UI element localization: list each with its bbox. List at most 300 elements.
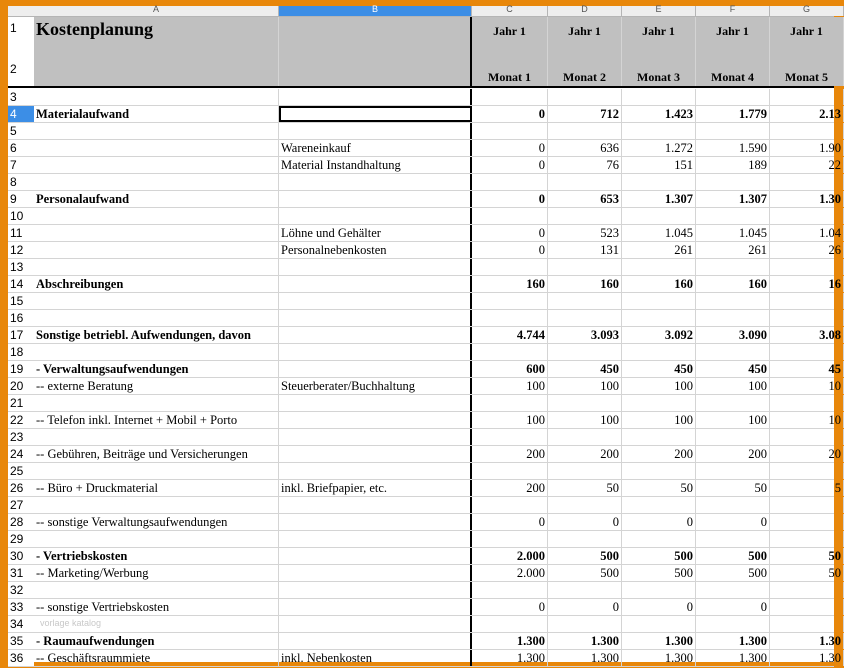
- cell-detail[interactable]: Material Instandhaltung: [279, 157, 472, 173]
- row-number[interactable]: 20: [8, 378, 34, 394]
- cell-value-month-2[interactable]: 1.300: [548, 650, 622, 666]
- cell-value-month-4[interactable]: [696, 123, 770, 139]
- cell-value-month-1[interactable]: [472, 616, 548, 632]
- row-number[interactable]: 33: [8, 599, 34, 615]
- cell-value-month-4[interactable]: 1.300: [696, 650, 770, 666]
- cell-category[interactable]: [34, 429, 279, 445]
- cell-value-month-5[interactable]: 1.30: [770, 633, 844, 649]
- cell-detail[interactable]: [279, 310, 472, 326]
- cell-detail[interactable]: [279, 123, 472, 139]
- row-number[interactable]: 18: [8, 344, 34, 360]
- cell-value-month-2[interactable]: [548, 531, 622, 547]
- cell-value-month-4[interactable]: 0: [696, 599, 770, 615]
- cell-value-month-5[interactable]: [770, 429, 844, 445]
- cell-category[interactable]: Personalaufwand: [34, 191, 279, 207]
- cell-value-month-5[interactable]: 5: [770, 480, 844, 496]
- cell-category[interactable]: [34, 157, 279, 173]
- cell-value-month-1[interactable]: 2.000: [472, 548, 548, 564]
- cell-value-month-3[interactable]: 0: [622, 514, 696, 530]
- cell-value-month-3[interactable]: 500: [622, 565, 696, 581]
- cell-category[interactable]: - Vertriebskosten: [34, 548, 279, 564]
- cell-category[interactable]: [34, 242, 279, 258]
- cell-value-month-5[interactable]: 50: [770, 548, 844, 564]
- cell-value-month-1[interactable]: 1.300: [472, 650, 548, 666]
- cell-value-month-1[interactable]: 0: [472, 106, 548, 122]
- cell-value-month-4[interactable]: 1.590: [696, 140, 770, 156]
- cell-value-month-1[interactable]: 100: [472, 378, 548, 394]
- cell-value-month-2[interactable]: 1.300: [548, 633, 622, 649]
- cell-detail[interactable]: [279, 497, 472, 513]
- cell-detail[interactable]: Personalnebenkosten: [279, 242, 472, 258]
- cell-value-month-5[interactable]: [770, 497, 844, 513]
- month-label: Monat 1: [488, 70, 531, 84]
- cell-detail[interactable]: [279, 327, 472, 343]
- cell-value-month-1[interactable]: [472, 463, 548, 479]
- column-header-g[interactable]: G: [770, 6, 844, 16]
- cell-value-month-3[interactable]: 1.300: [622, 650, 696, 666]
- cell-value-month-3[interactable]: [622, 497, 696, 513]
- row-number[interactable]: 15: [8, 293, 34, 309]
- cell-value-month-5[interactable]: [770, 310, 844, 326]
- cell-value-month-3[interactable]: 450: [622, 361, 696, 377]
- cell-value-month-1[interactable]: [472, 174, 548, 190]
- cell-detail[interactable]: [279, 344, 472, 360]
- cell-category[interactable]: [34, 89, 279, 105]
- row-number[interactable]: 7: [8, 157, 34, 173]
- cell-value-month-5[interactable]: 1.30: [770, 191, 844, 207]
- table-row: [8, 191, 841, 208]
- table-row: [8, 378, 841, 395]
- cell-value-month-3[interactable]: [622, 582, 696, 598]
- cell-value-month-1[interactable]: 1.300: [472, 633, 548, 649]
- cell-value-month-3[interactable]: 0: [622, 599, 696, 615]
- cell-value-month-5[interactable]: [770, 293, 844, 309]
- year-label: Jahr 1: [493, 24, 526, 38]
- cell-value-month-2[interactable]: [548, 89, 622, 105]
- cell-value-month-2[interactable]: [548, 174, 622, 190]
- cell-value-month-4[interactable]: 100: [696, 412, 770, 428]
- cell-detail[interactable]: inkl. Briefpapier, etc.: [279, 480, 472, 496]
- row-number[interactable]: 22: [8, 412, 34, 428]
- cell-value-month-5[interactable]: 1.04: [770, 225, 844, 241]
- cell-detail[interactable]: [279, 259, 472, 275]
- cell-value-month-3[interactable]: [622, 616, 696, 632]
- row-number[interactable]: 3: [8, 89, 34, 105]
- cell-value-month-2[interactable]: 653: [548, 191, 622, 207]
- cell-value-month-3[interactable]: [622, 531, 696, 547]
- cell-value-month-3[interactable]: [622, 463, 696, 479]
- cell-value-month-4[interactable]: [696, 293, 770, 309]
- cell-category[interactable]: -- Geschäftsraummiete: [34, 650, 279, 666]
- cell-category[interactable]: [34, 225, 279, 241]
- cell-value-month-5[interactable]: 10: [770, 378, 844, 394]
- cell-detail[interactable]: [279, 412, 472, 428]
- cell-value-month-1[interactable]: [472, 429, 548, 445]
- cell-value-month-3[interactable]: [622, 123, 696, 139]
- cell-detail[interactable]: [279, 276, 472, 292]
- cell-category[interactable]: [34, 259, 279, 275]
- cell-value-month-4[interactable]: [696, 531, 770, 547]
- cell-value-month-2[interactable]: [548, 344, 622, 360]
- cell-value-month-4[interactable]: [696, 259, 770, 275]
- column-header-a[interactable]: A: [34, 6, 279, 16]
- cell-value-month-2[interactable]: 50: [548, 480, 622, 496]
- cell-value-month-4[interactable]: [696, 463, 770, 479]
- cell-detail[interactable]: [279, 514, 472, 530]
- cell-value-month-1[interactable]: [472, 89, 548, 105]
- cell-value-month-2[interactable]: 500: [548, 565, 622, 581]
- cell-detail[interactable]: [279, 531, 472, 547]
- cell-value-month-2[interactable]: [548, 497, 622, 513]
- cell-category[interactable]: [34, 140, 279, 156]
- row-number[interactable]: 17: [8, 327, 34, 343]
- table-row: [8, 259, 834, 276]
- cell-value-month-3[interactable]: 1.272: [622, 140, 696, 156]
- cell-value-month-1[interactable]: [472, 293, 548, 309]
- cell-value-month-4[interactable]: 1.300: [696, 633, 770, 649]
- cell-value-month-1[interactable]: [472, 497, 548, 513]
- cell-value-month-3[interactable]: [622, 344, 696, 360]
- cell-value-month-5[interactable]: [770, 395, 844, 411]
- cell-value-month-4[interactable]: 450: [696, 361, 770, 377]
- cell-value-month-4[interactable]: 1.307: [696, 191, 770, 207]
- cell-category[interactable]: - Raumaufwendungen: [34, 633, 279, 649]
- cell-value-month-4[interactable]: [696, 497, 770, 513]
- cell-category[interactable]: [34, 582, 279, 598]
- cell-value-month-4[interactable]: [696, 344, 770, 360]
- cell-value-month-3[interactable]: 200: [622, 446, 696, 462]
- cell-value-month-1[interactable]: 0: [472, 225, 548, 241]
- cell-value-month-2[interactable]: [548, 259, 622, 275]
- cell-value-month-2[interactable]: 636: [548, 140, 622, 156]
- cell-value-month-2[interactable]: [548, 429, 622, 445]
- row-number[interactable]: 8: [8, 174, 34, 190]
- cell-value-month-4[interactable]: [696, 310, 770, 326]
- cell-value-month-2[interactable]: [548, 293, 622, 309]
- row-number[interactable]: 32: [8, 582, 34, 598]
- cell-value-month-5[interactable]: [770, 208, 844, 224]
- cell-category[interactable]: Materialaufwand: [34, 106, 279, 122]
- cell-value-month-1[interactable]: 2.000: [472, 565, 548, 581]
- table-row: [8, 106, 841, 123]
- cell-value-month-2[interactable]: [548, 208, 622, 224]
- cell-value-month-5[interactable]: [770, 514, 844, 530]
- cell-detail[interactable]: [279, 191, 472, 207]
- header-cell-b[interactable]: [279, 17, 472, 86]
- cell-value-month-4[interactable]: 500: [696, 565, 770, 581]
- row-number[interactable]: 21: [8, 395, 34, 411]
- row-number[interactable]: 5: [8, 123, 34, 139]
- row-number[interactable]: 24: [8, 446, 34, 462]
- row-number[interactable]: 26: [8, 480, 34, 496]
- cell-category[interactable]: [34, 344, 279, 360]
- cell-value-month-3[interactable]: [622, 174, 696, 190]
- cell-value-month-5[interactable]: 16: [770, 276, 844, 292]
- cell-value-month-5[interactable]: [770, 616, 844, 632]
- cell-value-month-4[interactable]: [696, 89, 770, 105]
- row-number[interactable]: 10: [8, 208, 34, 224]
- cell-value-month-3[interactable]: [622, 208, 696, 224]
- cell-value-month-2[interactable]: [548, 310, 622, 326]
- cell-value-month-5[interactable]: [770, 89, 844, 105]
- cell-value-month-4[interactable]: [696, 582, 770, 598]
- row-number[interactable]: 9: [8, 191, 34, 207]
- cell-value-month-3[interactable]: [622, 259, 696, 275]
- cell-value-month-1[interactable]: 0: [472, 157, 548, 173]
- cell-value-month-4[interactable]: 160: [696, 276, 770, 292]
- row-number-1-2[interactable]: 1 2: [8, 17, 34, 86]
- table-row: [8, 225, 841, 242]
- month-label: Monat 3: [637, 70, 680, 84]
- row-number[interactable]: 27: [8, 497, 34, 513]
- cell-value-month-3[interactable]: 100: [622, 412, 696, 428]
- cell-value-month-4[interactable]: 100: [696, 378, 770, 394]
- cell-value-month-5[interactable]: [770, 599, 844, 615]
- header-month-3[interactable]: [622, 17, 696, 86]
- cell-value-month-5[interactable]: [770, 123, 844, 139]
- cell-value-month-4[interactable]: [696, 429, 770, 445]
- cell-value-month-5[interactable]: 45: [770, 361, 844, 377]
- cell-category[interactable]: Sonstige betriebl. Aufwendungen, davon: [34, 327, 279, 343]
- cell-category[interactable]: [34, 208, 279, 224]
- cell-value-month-5[interactable]: [770, 531, 844, 547]
- cell-detail[interactable]: Steuerberater/Buchhaltung: [279, 378, 472, 394]
- cell-value-month-2[interactable]: 160: [548, 276, 622, 292]
- cell-value-month-2[interactable]: 200: [548, 446, 622, 462]
- column-header-b[interactable]: B: [279, 6, 472, 16]
- cell-value-month-2[interactable]: 100: [548, 412, 622, 428]
- cell-category[interactable]: Abschreibungen: [34, 276, 279, 292]
- cell-detail[interactable]: [279, 395, 472, 411]
- cell-value-month-5[interactable]: [770, 259, 844, 275]
- cell-category[interactable]: -- externe Beratung: [34, 378, 279, 394]
- cell-value-month-3[interactable]: 160: [622, 276, 696, 292]
- cell-category[interactable]: [34, 463, 279, 479]
- cell-category[interactable]: -- Büro + Druckmaterial: [34, 480, 279, 496]
- cell-value-month-4[interactable]: 1.779: [696, 106, 770, 122]
- cell-detail[interactable]: [279, 582, 472, 598]
- cell-value-month-5[interactable]: 50: [770, 565, 844, 581]
- cell-value-month-2[interactable]: 523: [548, 225, 622, 241]
- cell-value-month-4[interactable]: 3.090: [696, 327, 770, 343]
- cell-value-month-5[interactable]: [770, 174, 844, 190]
- row-number[interactable]: 34: [8, 616, 34, 632]
- cell-value-month-4[interactable]: [696, 616, 770, 632]
- column-header-d[interactable]: D: [548, 6, 622, 16]
- page-title[interactable]: Kostenplanung: [34, 17, 279, 86]
- cell-value-month-3[interactable]: [622, 395, 696, 411]
- cell-value-month-4[interactable]: [696, 174, 770, 190]
- cell-value-month-5[interactable]: 26: [770, 242, 844, 258]
- cell-value-month-2[interactable]: 500: [548, 548, 622, 564]
- cell-detail[interactable]: [279, 361, 472, 377]
- cell-value-month-2[interactable]: 3.093: [548, 327, 622, 343]
- cell-category[interactable]: [34, 531, 279, 547]
- cell-value-month-3[interactable]: 3.092: [622, 327, 696, 343]
- cell-value-month-4[interactable]: 50: [696, 480, 770, 496]
- cell-category[interactable]: - Verwaltungsaufwendungen: [34, 361, 279, 377]
- cell-value-month-1[interactable]: 0: [472, 514, 548, 530]
- cell-value-month-5[interactable]: 20: [770, 446, 844, 462]
- cell-value-month-1[interactable]: 200: [472, 480, 548, 496]
- cell-value-month-5[interactable]: 2.13: [770, 106, 844, 122]
- cell-value-month-2[interactable]: 0: [548, 599, 622, 615]
- cell-category[interactable]: [34, 174, 279, 190]
- cell-value-month-4[interactable]: 500: [696, 548, 770, 564]
- cell-value-month-1[interactable]: [472, 123, 548, 139]
- cell-value-month-3[interactable]: 261: [622, 242, 696, 258]
- cell-detail[interactable]: [279, 463, 472, 479]
- cell-value-month-3[interactable]: [622, 310, 696, 326]
- cell-value-month-1[interactable]: 0: [472, 191, 548, 207]
- cell-value-month-5[interactable]: [770, 344, 844, 360]
- row-number[interactable]: 6: [8, 140, 34, 156]
- cell-value-month-5[interactable]: 1.30: [770, 650, 844, 666]
- cell-detail[interactable]: [279, 174, 472, 190]
- cell-value-month-3[interactable]: [622, 89, 696, 105]
- cell-value-month-5[interactable]: 22: [770, 157, 844, 173]
- cell-detail[interactable]: [279, 616, 472, 632]
- cell-value-month-2[interactable]: [548, 463, 622, 479]
- cell-value-month-1[interactable]: [472, 395, 548, 411]
- cell-value-month-1[interactable]: 0: [472, 140, 548, 156]
- row-number[interactable]: 35: [8, 633, 34, 649]
- cell-value-month-5[interactable]: 1.90: [770, 140, 844, 156]
- cell-value-month-1[interactable]: [472, 344, 548, 360]
- cell-value-month-1[interactable]: [472, 208, 548, 224]
- column-header-f[interactable]: F: [696, 6, 770, 16]
- cell-value-month-4[interactable]: [696, 395, 770, 411]
- table-row: [8, 412, 841, 429]
- row-number[interactable]: 36: [8, 650, 34, 666]
- row-number[interactable]: 16: [8, 310, 34, 326]
- cell-category[interactable]: [34, 123, 279, 139]
- cell-detail[interactable]: inkl. Nebenkosten: [279, 650, 472, 666]
- cell-detail[interactable]: [279, 89, 472, 105]
- cell-detail[interactable]: Wareneinkauf: [279, 140, 472, 156]
- header-month-4[interactable]: [696, 17, 770, 86]
- cell-category[interactable]: -- Marketing/Werbung: [34, 565, 279, 581]
- cell-category[interactable]: [34, 310, 279, 326]
- cell-category[interactable]: -- Telefon inkl. Internet + Mobil + Porto: [34, 412, 279, 428]
- cell-category[interactable]: [34, 395, 279, 411]
- cell-value-month-4[interactable]: 189: [696, 157, 770, 173]
- cell-detail[interactable]: Löhne und Gehälter: [279, 225, 472, 241]
- cell-value-month-4[interactable]: 0: [696, 514, 770, 530]
- cell-value-month-2[interactable]: 712: [548, 106, 622, 122]
- cell-value-month-2[interactable]: 0: [548, 514, 622, 530]
- cell-category[interactable]: -- sonstige Vertriebskosten: [34, 599, 279, 615]
- month-label: Monat 2: [563, 70, 606, 84]
- cell-value-month-4[interactable]: 200: [696, 446, 770, 462]
- cell-value-month-5[interactable]: 10: [770, 412, 844, 428]
- cell-value-month-3[interactable]: [622, 293, 696, 309]
- row-number[interactable]: 23: [8, 429, 34, 445]
- table-row: [8, 514, 834, 531]
- row-number[interactable]: 12: [8, 242, 34, 258]
- header-month-5[interactable]: [770, 17, 844, 86]
- row-number[interactable]: 30: [8, 548, 34, 564]
- cell-value-month-2[interactable]: [548, 395, 622, 411]
- cell-value-month-2[interactable]: [548, 582, 622, 598]
- row-number[interactable]: 28: [8, 514, 34, 530]
- cell-detail[interactable]: [279, 599, 472, 615]
- cell-value-month-2[interactable]: 100: [548, 378, 622, 394]
- table-row: [8, 548, 841, 565]
- cell-value-month-1[interactable]: [472, 310, 548, 326]
- cell-detail[interactable]: [279, 446, 472, 462]
- cell-category[interactable]: [34, 497, 279, 513]
- cell-value-month-3[interactable]: 1.045: [622, 225, 696, 241]
- cell-value-month-4[interactable]: 261: [696, 242, 770, 258]
- selected-cell[interactable]: [279, 106, 472, 122]
- cell-value-month-1[interactable]: 0: [472, 242, 548, 258]
- cell-value-month-1[interactable]: [472, 582, 548, 598]
- cell-detail[interactable]: [279, 633, 472, 649]
- table-row: [8, 599, 834, 616]
- row-number[interactable]: 13: [8, 259, 34, 275]
- cell-value-month-2[interactable]: 131: [548, 242, 622, 258]
- cell-value-month-3[interactable]: 50: [622, 480, 696, 496]
- cell-value-month-3[interactable]: [622, 429, 696, 445]
- cell-value-month-1[interactable]: 0: [472, 599, 548, 615]
- cell-value-month-1[interactable]: 160: [472, 276, 548, 292]
- header-month-1[interactable]: [472, 17, 548, 86]
- cell-value-month-2[interactable]: [548, 616, 622, 632]
- row-number[interactable]: 14: [8, 276, 34, 292]
- cell-category[interactable]: [34, 293, 279, 309]
- cell-value-month-1[interactable]: 600: [472, 361, 548, 377]
- cell-value-month-3[interactable]: 1.423: [622, 106, 696, 122]
- cell-detail[interactable]: [279, 429, 472, 445]
- row-number[interactable]: 29: [8, 531, 34, 547]
- cell-detail[interactable]: [279, 548, 472, 564]
- cell-value-month-1[interactable]: 200: [472, 446, 548, 462]
- cell-value-month-3[interactable]: 1.307: [622, 191, 696, 207]
- cell-value-month-1[interactable]: [472, 531, 548, 547]
- cell-value-month-2[interactable]: 76: [548, 157, 622, 173]
- cell-value-month-1[interactable]: 100: [472, 412, 548, 428]
- cell-detail[interactable]: [279, 565, 472, 581]
- row-number[interactable]: 25: [8, 463, 34, 479]
- cell-value-month-5[interactable]: 3.08: [770, 327, 844, 343]
- cell-value-month-3[interactable]: 100: [622, 378, 696, 394]
- row-number[interactable]: 11: [8, 225, 34, 241]
- cell-value-month-4[interactable]: 1.045: [696, 225, 770, 241]
- row-number[interactable]: 19: [8, 361, 34, 377]
- cell-value-month-4[interactable]: [696, 208, 770, 224]
- cell-detail[interactable]: [279, 208, 472, 224]
- cell-category[interactable]: -- Gebühren, Beiträge und Versicherungen: [34, 446, 279, 462]
- table-row: [8, 361, 841, 378]
- cell-detail[interactable]: [279, 293, 472, 309]
- column-header-c[interactable]: C: [472, 6, 548, 16]
- cell-value-month-2[interactable]: 450: [548, 361, 622, 377]
- cell-value-month-1[interactable]: 4.744: [472, 327, 548, 343]
- cell-value-month-3[interactable]: 1.300: [622, 633, 696, 649]
- cell-value-month-2[interactable]: [548, 123, 622, 139]
- cell-value-month-5[interactable]: [770, 463, 844, 479]
- cell-value-month-3[interactable]: 500: [622, 548, 696, 564]
- header-month-2[interactable]: [548, 17, 622, 86]
- cell-value-month-1[interactable]: [472, 259, 548, 275]
- column-header-e[interactable]: E: [622, 6, 696, 16]
- cell-value-month-5[interactable]: [770, 582, 844, 598]
- row-number[interactable]: 31: [8, 565, 34, 581]
- cell-category[interactable]: -- sonstige Verwaltungsaufwendungen: [34, 514, 279, 530]
- cell-value-month-3[interactable]: 151: [622, 157, 696, 173]
- row-number[interactable]: 4: [8, 106, 34, 122]
